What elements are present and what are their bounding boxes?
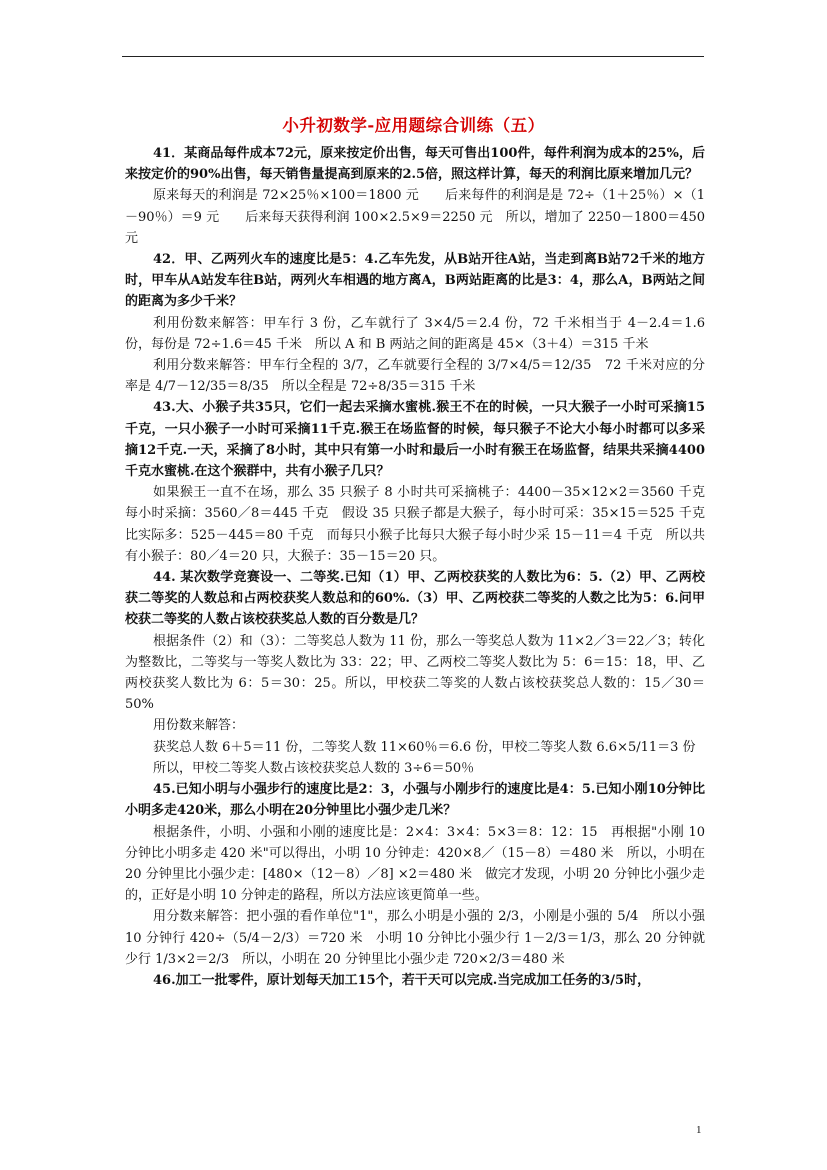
question-42: 42．甲、乙两列火车的速度比是5：4.乙车先发，从B站开往A站，当走到离B站72千米的地方时，甲车从A站发车往B站，两列火车相遇的地方离A，B两站距离的比是3：4，那么A，B两站之间的距离为多少千米？ <box>125 252 705 310</box>
header-rule <box>122 56 704 57</box>
page-title: 小升初数学-应用题综合训练（五） <box>282 116 545 135</box>
question-41: 41．某商品每件成本72元，原来按定价出售，每天可售出100件，每件利润为成本的25%，后来按定价的90%出售，每天销售量提高到原来的2.5倍，照这样计算，每天的利润比原来增加几元？ <box>125 146 705 183</box>
answer-44-part-3: 获奖总人数 6＋5＝11 份，二等奖人数 11×60％＝6.6 份，甲校二等奖人数 6.6×5/11＝3 份 <box>153 739 696 755</box>
answer-41: 原来每天的利润是 72×25％×100＝1800 元 后来每件的利润是是 72÷（1＋25％）×（1－90％）＝9 元 后来每天获得利润 100×2.5×9＝2250 元 所以，增加了 2250－1800＝450 元 <box>125 188 705 246</box>
answer-45-part-2: 用分数来解答：把小强的看作单位"1"，那么小明是小强的 2/3，小刚是小强的 5/4 所以小强 10 分钟行 420÷（5/4－2/3）＝720 米 小明 10 分钟比小强少行 1－2/3＝1/3，那么 20 分钟就少行 1/3×2＝2/3 所以，小明在 20 分钟里比小强少走 720×2/3＝480 米 <box>125 909 705 967</box>
document-body <box>125 143 719 991</box>
answer-44-part-2: 用份数来解答： <box>153 718 245 734</box>
page-number: 1 <box>696 1124 702 1136</box>
answer-42-part-1: 利用份数来解答：甲车行 3 份，乙车就行了 3×4/5＝2.4 份，72 千米相当于 4－2.4＝1.6 份，每份是 72÷1.6＝45 千米 所以 A 和 B 两站之间的距离是 45×（3＋4）＝315 千米 <box>125 315 705 352</box>
question-45: 45.已知小明与小强步行的速度比是2：3，小强与小刚步行的速度比是4：5.已知小刚10分钟比小明多走420米，那么小明在20分钟里比小强少走几米？ <box>125 782 705 819</box>
answer-45-part-1: 根据条件，小明、小强和小刚的速度比是：2×4：3×4：5×3＝8：12：15 再根据"小刚 10 分钟比小明多走 420 米"可以得出，小明 10 分钟走：420×8／（15－8）＝480 米 所以，小明在 20 分钟里比小强少走：[480×（12－8）／8] ×2＝480 米 做完才发现，小明 20 分钟比小强少走的，正好是小明 10 分钟走的路程，所以方法应该更简单一些。 <box>125 824 705 904</box>
answer-44-part-4: 所以，甲校二等奖人数占该校获奖总人数的 3÷6＝50％ <box>153 760 475 776</box>
question-43: 43.大、小猴子共35只，它们一起去采摘水蜜桃.猴王不在的时候，一只大猴子一小时可采摘15千克，一只小猴子一小时可采摘11千克.猴王在场监督的时候，每只猴子不论大小每小时都可以多采摘12千克.一天，采摘了8小时，其中只有第一小时和最后一小时有猴王在场监督，结果共采摘4400千克水蜜桃.在这个猴群中，共有小猴子几只？ <box>125 400 705 480</box>
answer-42-part-2: 利用分数来解答：甲车行全程的 3/7，乙车就要行全程的 3/7×4/5＝12/35 72 千米对应的分率是 4/7－12/35＝8/35 所以全程是 72÷8/35＝315 千米 <box>125 358 705 395</box>
question-44: 44. 某次数学竞赛设一、二等奖.已知（1）甲、乙两校获奖的人数比为6：5.（2）甲、乙两校获二等奖的人数总和占两校获奖人数总和的60%.（3）甲、乙两校获二等奖的人数之比为5：6.问甲校获二等奖的人数占该校获奖总人数的百分数是几？ <box>125 570 705 628</box>
answer-43: 如果猴王一直不在场，那么 35 只猴子 8 小时共可采摘桃子：4400－35×12×2＝3560 千克 每小时采摘：3560／8＝445 千克 假设 35 只猴子都是大猴子，每小时可采：35×15＝525 千克 比实际多：525－445＝80 千克 而每只小猴子比每只大猴子每小时少采 15－11＝4 千克 所以共有小猴子：80／4＝20 只，大猴子：35－15＝20 只。 <box>125 485 719 564</box>
question-46: 46.加工一批零件，原计划每天加工15个，若干天可以完成.当完成加工任务的3/5时， <box>153 972 651 988</box>
answer-44-part-1: 根据条件（2）和（3）：二等奖总人数为 11 份，那么一等奖总人数为 11×2／3＝22／3；转化为整数比，二等奖与一等奖人数比为 33：22；甲、乙两校二等奖人数比为 5：6＝15：18，甲、乙两校获奖人数比为 6：5＝30：25。所以，甲校获二等奖的人数占该校获奖总人数的：15／30＝50% <box>125 633 705 713</box>
